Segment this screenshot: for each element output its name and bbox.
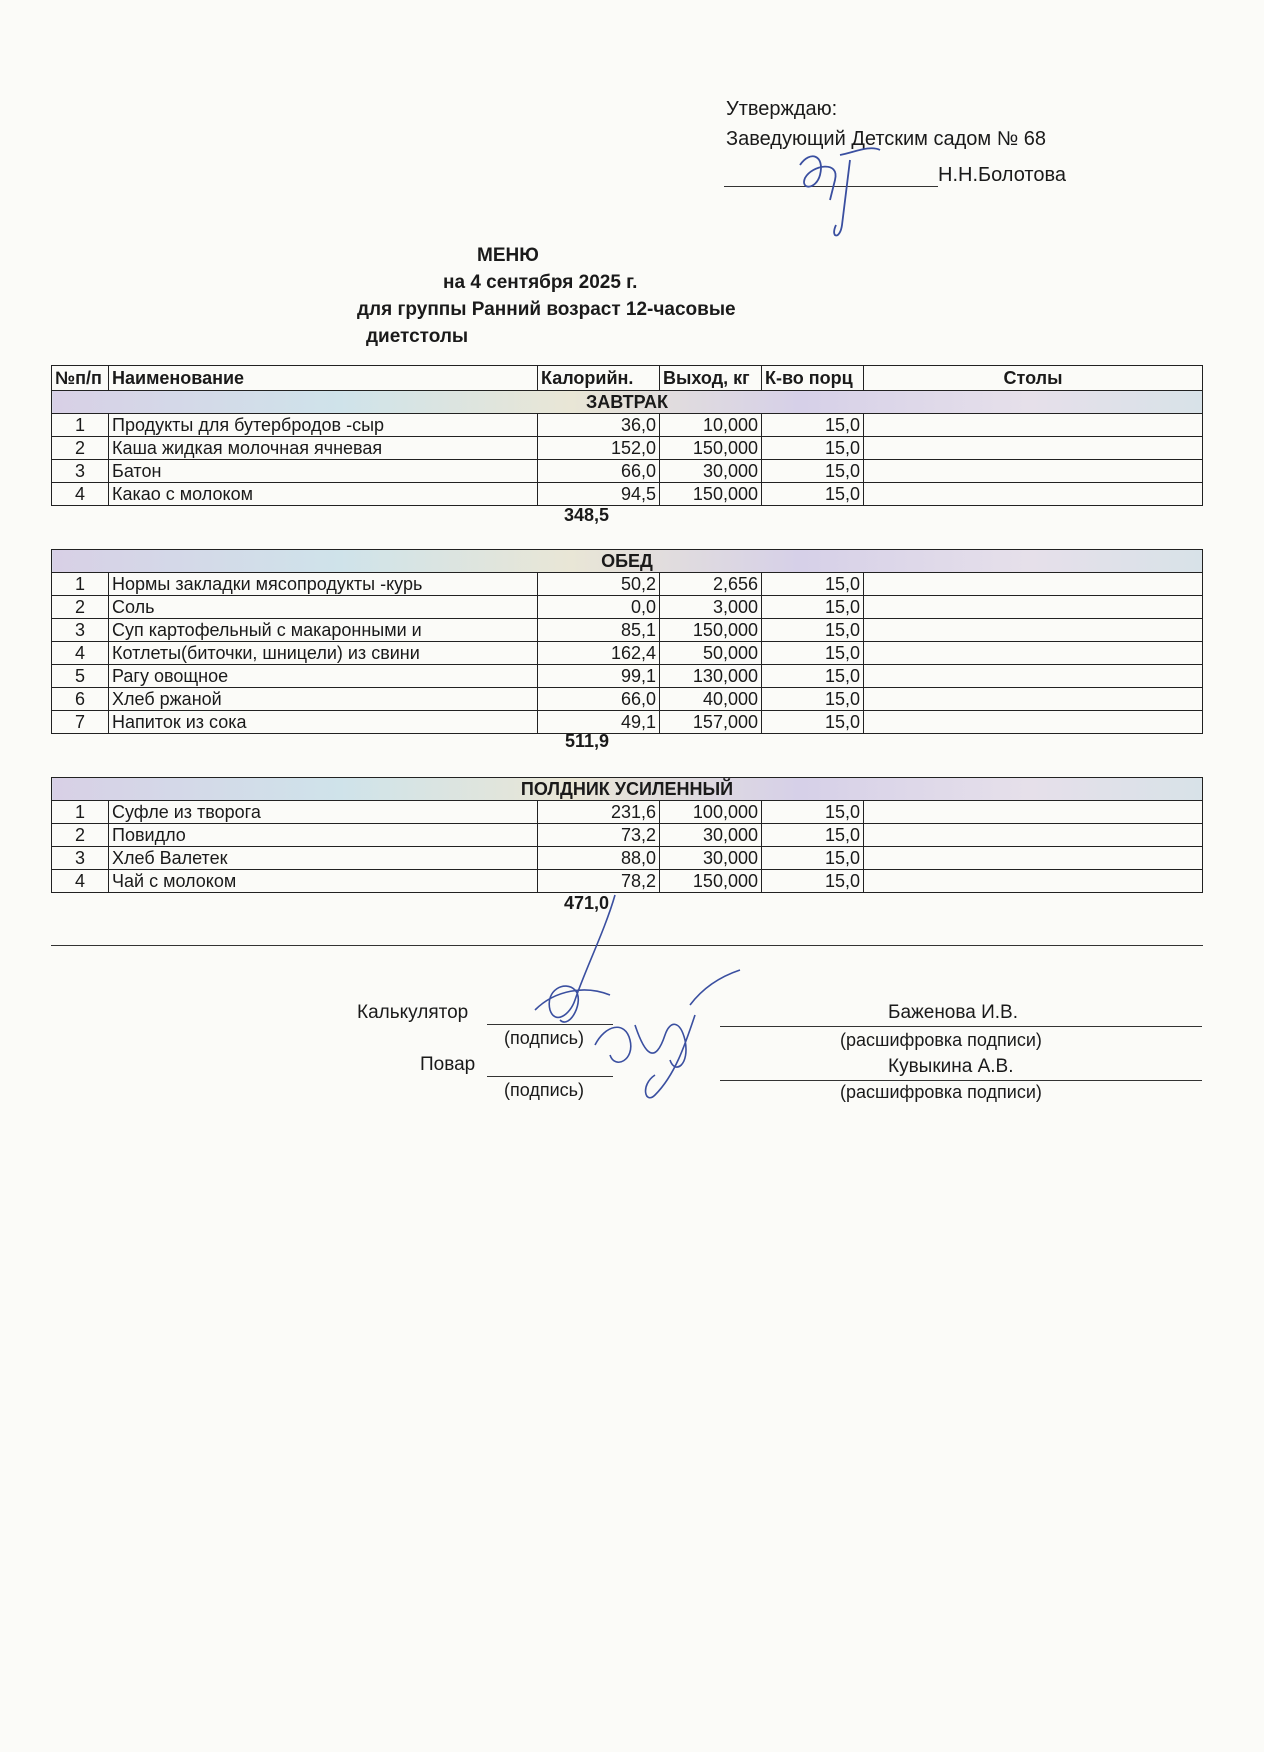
table-row: [52, 688, 1203, 711]
row-tables: [864, 665, 1203, 688]
table-row: [52, 711, 1203, 734]
row-cal: 85,1: [538, 619, 660, 642]
calculator-label: Калькулятор: [357, 1002, 469, 1023]
row-cal: 66,0: [538, 688, 660, 711]
row-qty: 15,0: [762, 870, 864, 893]
table-row: [52, 847, 1203, 870]
row-qty: 15,0: [762, 460, 864, 483]
row-name: Какао с молоком: [109, 483, 538, 506]
row-out: 40,000: [660, 688, 762, 711]
row-tables: [864, 619, 1203, 642]
row-cal: 99,1: [538, 665, 660, 688]
row-name: Хлеб ржаной: [109, 688, 538, 711]
row-num: 4: [52, 642, 109, 665]
row-qty: 15,0: [762, 665, 864, 688]
cook-name-line: [720, 1080, 1202, 1081]
row-qty: 15,0: [762, 414, 864, 437]
row-name: Батон: [109, 460, 538, 483]
table-row: [52, 437, 1203, 460]
row-tables: [864, 824, 1203, 847]
row-tables: [864, 596, 1203, 619]
row-num: 2: [52, 596, 109, 619]
director-signature: [780, 130, 900, 250]
row-tables: [864, 414, 1203, 437]
row-qty: 15,0: [762, 642, 864, 665]
section-total: 471,0: [563, 893, 609, 913]
cook-name: Кувыкина А.В.: [888, 1056, 1014, 1077]
row-cal: 94,5: [538, 483, 660, 506]
table-row: [52, 619, 1203, 642]
doc-group: для группы Ранний возраст 12-часовые: [357, 299, 736, 320]
row-out: 30,000: [660, 824, 762, 847]
calculator-decode-hint: (расшифровка подписи): [840, 1030, 1042, 1050]
row-out: 2,656: [660, 573, 762, 596]
row-qty: 15,0: [762, 688, 864, 711]
row-cal: 66,0: [538, 460, 660, 483]
row-name: Суп картофельный с макаронными и: [109, 619, 538, 642]
menu-table-lunch: [51, 549, 1203, 734]
row-out: 150,000: [660, 870, 762, 893]
row-num: 3: [52, 460, 109, 483]
row-name: Суфле из творога: [109, 801, 538, 824]
row-num: 3: [52, 847, 109, 870]
table-row: [52, 596, 1203, 619]
row-qty: 15,0: [762, 824, 864, 847]
row-num: 2: [52, 437, 109, 460]
calculator-sign-hint: (подпись): [504, 1028, 585, 1048]
row-qty: 15,0: [762, 483, 864, 506]
row-qty: 15,0: [762, 573, 864, 596]
header-out: Выход, кг: [660, 366, 762, 391]
row-name: Повидло: [109, 824, 538, 847]
row-name: Рагу овощное: [109, 665, 538, 688]
table-row: [52, 414, 1203, 437]
row-tables: [864, 711, 1203, 734]
section-total: 511,9: [564, 731, 609, 751]
row-num: 4: [52, 483, 109, 506]
row-out: 50,000: [660, 642, 762, 665]
row-num: 1: [52, 801, 109, 824]
row-tables: [864, 870, 1203, 893]
row-out: 157,000: [660, 711, 762, 734]
row-num: 5: [52, 665, 109, 688]
row-name: Напиток из сока: [109, 711, 538, 734]
row-out: 30,000: [660, 847, 762, 870]
row-name: Чай с молоком: [109, 870, 538, 893]
row-qty: 15,0: [762, 619, 864, 642]
row-num: 7: [52, 711, 109, 734]
header-tables: Столы: [864, 366, 1203, 391]
row-tables: [864, 573, 1203, 596]
row-out: 130,000: [660, 665, 762, 688]
table-row: [52, 665, 1203, 688]
row-tables: [864, 460, 1203, 483]
section-header: [52, 550, 1203, 573]
row-out: 10,000: [660, 414, 762, 437]
row-qty: 15,0: [762, 437, 864, 460]
row-cal: 36,0: [538, 414, 660, 437]
row-tables: [864, 437, 1203, 460]
row-out: 30,000: [660, 460, 762, 483]
calculator-name: Баженова И.В.: [888, 1002, 1018, 1023]
approval-position: Заведующий Детским садом № 68: [726, 128, 1046, 150]
row-out: 150,000: [660, 483, 762, 506]
table-row: [52, 801, 1203, 824]
row-tables: [864, 642, 1203, 665]
row-cal: 78,2: [538, 870, 660, 893]
header-qty: К-во порц: [762, 366, 864, 391]
section-title: ПОЛДНИК УСИЛЕННЫЙ: [52, 778, 1203, 801]
row-num: 1: [52, 414, 109, 437]
row-tables: [864, 483, 1203, 506]
row-cal: 231,6: [538, 801, 660, 824]
row-num: 3: [52, 619, 109, 642]
row-qty: 15,0: [762, 801, 864, 824]
header-num: №п/п: [52, 366, 109, 391]
cook-label: Повар: [420, 1054, 476, 1075]
table-row: [52, 483, 1203, 506]
row-name: Соль: [109, 596, 538, 619]
table-row: [52, 573, 1203, 596]
row-tables: [864, 688, 1203, 711]
row-num: 2: [52, 824, 109, 847]
cook-decode-hint: (расшифровка подписи): [840, 1082, 1042, 1102]
row-num: 1: [52, 573, 109, 596]
section-header: [52, 778, 1203, 801]
row-cal: 152,0: [538, 437, 660, 460]
section-total: 348,5: [563, 505, 609, 525]
row-num: 6: [52, 688, 109, 711]
section-title: ОБЕД: [52, 550, 1203, 573]
table-row: [52, 824, 1203, 847]
row-qty: 15,0: [762, 847, 864, 870]
row-name: Хлеб Валетек: [109, 847, 538, 870]
row-out: 150,000: [660, 619, 762, 642]
row-name: Котлеты(биточки, шницели) из свини: [109, 642, 538, 665]
header-cal: Калорийн.: [538, 366, 660, 391]
table-row: [52, 460, 1203, 483]
row-cal: 73,2: [538, 824, 660, 847]
doc-group-cont: диетстолы: [366, 326, 469, 347]
row-cal: 49,1: [538, 711, 660, 734]
row-cal: 88,0: [538, 847, 660, 870]
row-out: 3,000: [660, 596, 762, 619]
table-header: [52, 366, 1203, 391]
row-tables: [864, 847, 1203, 870]
row-name: Продукты для бутербродов -сыр: [109, 414, 538, 437]
cook-signature: [585, 965, 745, 1105]
row-num: 4: [52, 870, 109, 893]
calculator-name-line: [720, 1026, 1202, 1027]
row-name: Каша жидкая молочная ячневая: [109, 437, 538, 460]
cook-sign-hint: (подпись): [504, 1080, 585, 1100]
row-qty: 15,0: [762, 596, 864, 619]
section-title: ЗАВТРАК: [52, 391, 1203, 414]
menu-table-snack: [51, 777, 1203, 893]
menu-table-breakfast: [51, 365, 1203, 506]
row-out: 100,000: [660, 801, 762, 824]
header-name: Наименование: [109, 366, 538, 391]
row-cal: 50,2: [538, 573, 660, 596]
section-header: [52, 391, 1203, 414]
doc-title: МЕНЮ: [477, 245, 539, 266]
doc-date: на 4 сентября 2025 г.: [443, 272, 638, 293]
row-name: Нормы закладки мясопродукты -курь: [109, 573, 538, 596]
row-cal: 0,0: [538, 596, 660, 619]
row-cal: 162,4: [538, 642, 660, 665]
director-name: Н.Н.Болотова: [938, 164, 1066, 186]
row-out: 150,000: [660, 437, 762, 460]
table-row: [52, 642, 1203, 665]
row-qty: 15,0: [762, 711, 864, 734]
approval-label: Утверждаю:: [726, 98, 838, 120]
row-tables: [864, 801, 1203, 824]
